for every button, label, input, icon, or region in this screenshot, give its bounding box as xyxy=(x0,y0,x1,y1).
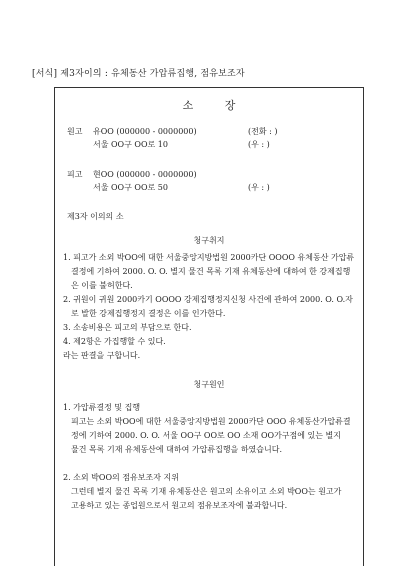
document-title: 소 장 xyxy=(182,99,250,112)
form-header: [서식] 제3자이의 : 유체동산 가압류집행, 점유보조자 xyxy=(32,69,245,79)
plaintiff-phone: (전화 : ) xyxy=(248,127,278,136)
plaintiff-zip: (우 : ) xyxy=(248,140,270,149)
defendant-address: 서울 OO구 OO로 50 xyxy=(93,183,168,192)
defendant-label: 피고 xyxy=(67,170,83,179)
claim-cause-heading: 청구원인 xyxy=(193,380,225,389)
case-name: 제3자 이의의 소 xyxy=(67,212,124,221)
plaintiff-label: 원고 xyxy=(67,127,83,136)
plaintiff-name: 유OO (000000 - 0000000) xyxy=(93,127,197,136)
claim-purpose-line: 3. 소송비용은 피고의 부담으로 한다. xyxy=(63,323,192,332)
section-1-title: 1. 가압류결정 및 집행 xyxy=(63,403,141,412)
claim-purpose-line: 라는 판결을 구합니다. xyxy=(63,351,141,360)
complaint-frame xyxy=(54,87,364,566)
claim-purpose-line: 4. 제2항은 가집행할 수 있다. xyxy=(63,337,166,346)
claim-purpose-heading: 청구취지 xyxy=(193,236,225,245)
defendant-zip: (우 : ) xyxy=(248,183,270,192)
section-2-line: 그런데 별지 물건 목록 기재 유체동산은 원고의 소유이고 소외 박OO는 원고가 xyxy=(71,487,342,496)
claim-purpose-line: 로 발한 강제집행정지 결정은 이를 인가한다. xyxy=(71,309,226,318)
claim-purpose-line: 1. 피고가 소외 박OO에 대한 서울중앙지방법원 2000카단 OOOO 유체동산 가압류 xyxy=(63,253,355,262)
section-2-line: 고용하고 있는 종업원으로서 원고의 점유보조자에 불과합니다. xyxy=(71,501,288,510)
claim-purpose-line: 2. 귀원이 귀원 2000카기 OOOO 강제집행정지신청 사건에 관하여 2000. O. O.자 xyxy=(63,295,353,304)
plaintiff-address: 서울 OO구 OO로 10 xyxy=(93,140,168,149)
defendant-name: 현OO (000000 - 0000000) xyxy=(93,170,197,179)
section-2-title: 2. 소외 박OO의 점유보조자 지위 xyxy=(63,473,179,482)
claim-purpose-line: 은 이를 불허한다. xyxy=(71,281,133,290)
section-1-line: 물건 목록 기재 유체동산에 대하여 가압류집행을 하였습니다. xyxy=(71,445,282,454)
section-1-line: 정에 기하여 2000. O. O. 서울 OO구 OO로 OO 소재 OO가구점에 있는 별지 xyxy=(71,431,341,440)
section-1-line: 피고는 소외 박OO에 대한 서울중앙지방법원 2000카단 OOO 유체동산가압류결 xyxy=(71,417,351,426)
claim-purpose-line: 결정에 기하여 2000. O. O. 별지 물건 목록 기재 유체동산에 대하여 한 강제집행 xyxy=(71,267,351,276)
